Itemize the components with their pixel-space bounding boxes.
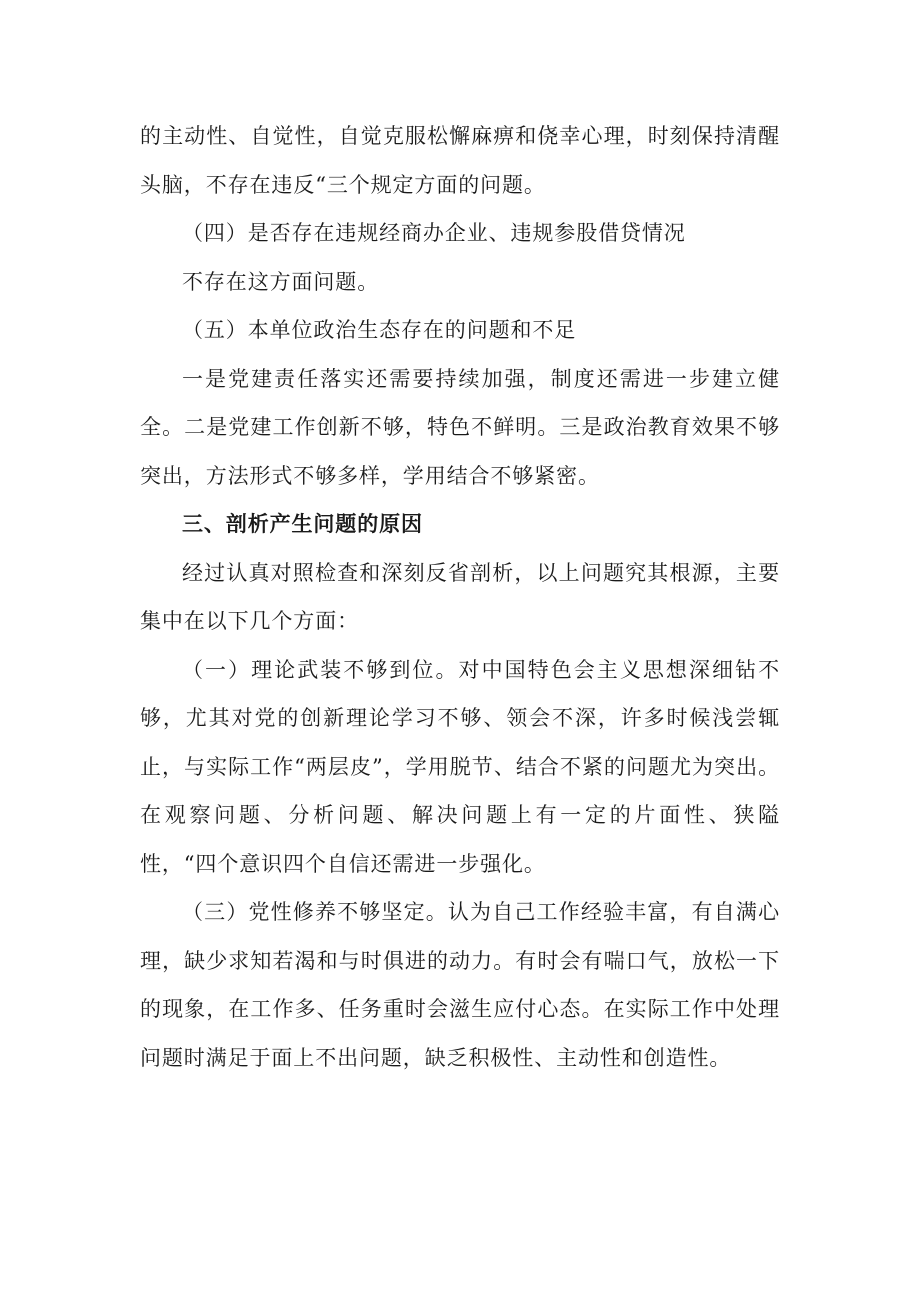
- paragraph-section-3-intro: 经过认真对照检查和深刻反省剖析，以上问题究其根源，主要集中在以下几个方面：: [140, 560, 780, 633]
- paragraph-cause-1: （一）理论武装不够到位。对中国特色会主义思想深细钻不够，尤其对党的创新理论学习不够、领会不深，许多时候浅尝辄止，与实际工作“两层皮”，学用脱节、结合不紧的问题尤为突出。在观察问题、分析问题、解决问题上有一定的片面性、狭隘性，“四个意识四个自信还需进一步强化。: [140, 657, 780, 876]
- section-heading-3: 三、剖析产生问题的原因: [182, 511, 423, 536]
- paragraph-continuation: 的主动性、自觉性，自觉克服松懈麻痹和侥幸心理，时刻保持清醒头脑，不存在违反“三个规定方面的问题。: [140, 124, 780, 197]
- subheading-5: （五）本单位政治生态存在的问题和不足: [182, 318, 577, 342]
- subheading-4: （四）是否存在违规经商办企业、违规参股借贷情况: [182, 221, 686, 245]
- document-page: [140, 112, 780, 1082]
- paragraph-4-body: 不存在这方面问题。: [182, 269, 380, 294]
- paragraph-cause-3: （三）党性修养不够坚定。认为自己工作经验丰富，有自满心理，缺少求知若渴和与时俱进的动力。有时会有喘口气，放松一下的现象，在工作多、任务重时会滋生应付心态。在实际工作中处理问题时满足于面上不出问题，缺乏积极性、主动性和创造性。: [140, 900, 780, 1070]
- paragraph-5-body: 一是党建责任落实还需要持续加强，制度还需进一步建立健全。二是党建工作创新不够，特色不鲜明。三是政治教育效果不够突出，方法形式不够多样，学用结合不够紧密。: [140, 366, 780, 488]
